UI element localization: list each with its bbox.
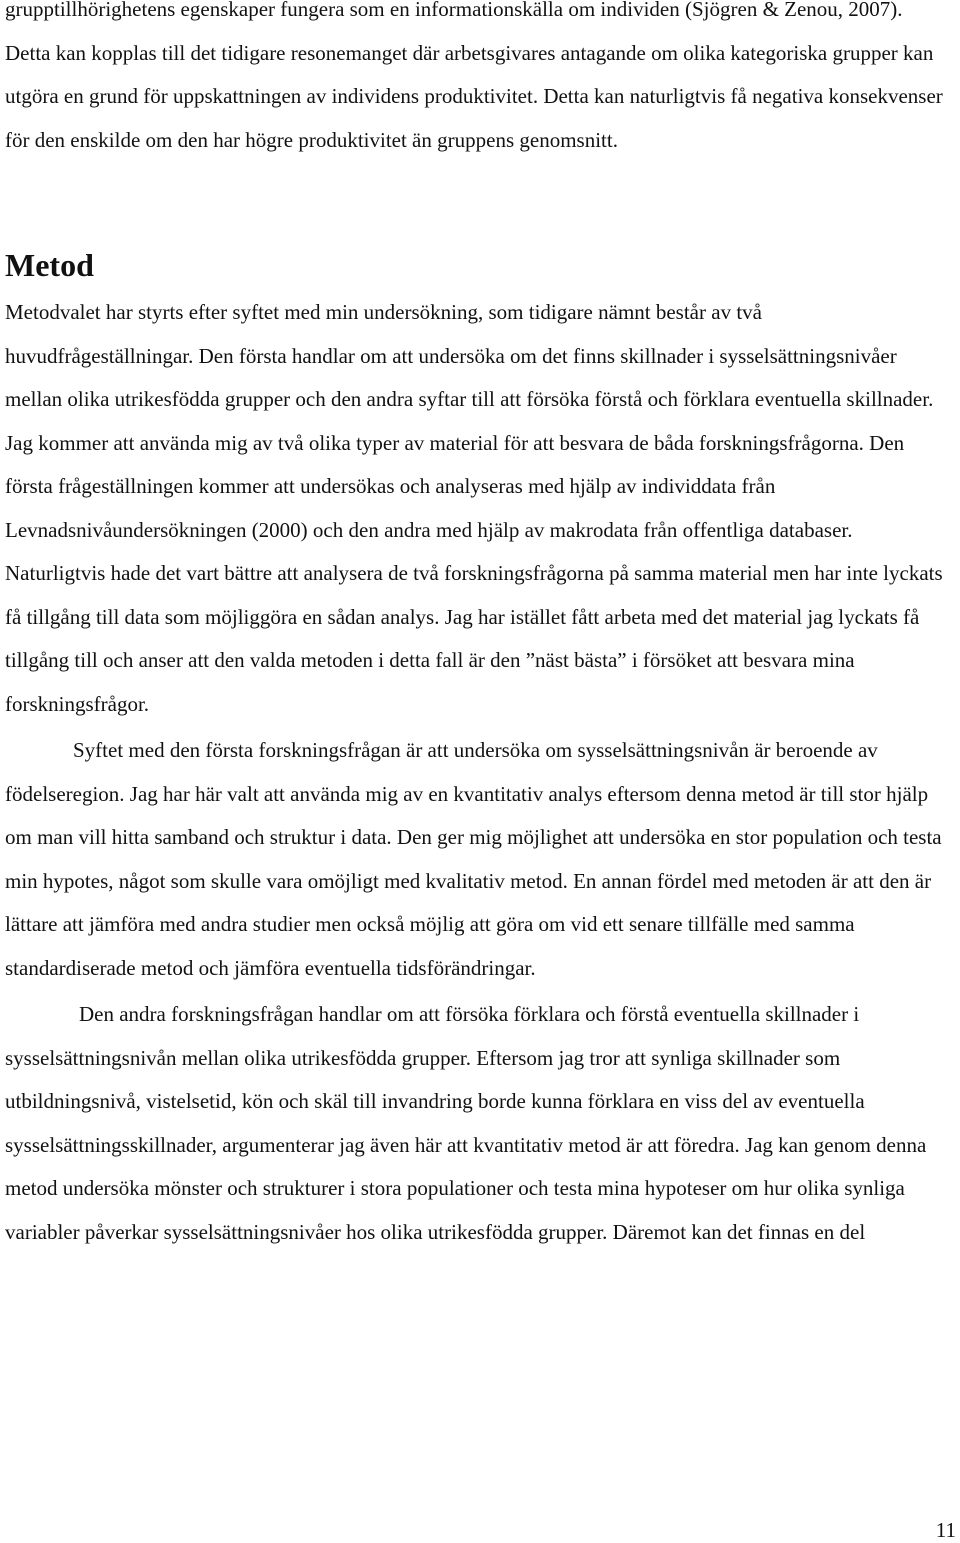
paragraph-first-question: Syftet med den första forskningsfrågan är att undersöka om sysselsättningsnivån är beroende av födelseregion. Jag har här valt att använda mig av en kvantitativ analys eftersom denna metod är till stor hjälp om man vill hitta samband och struktur i data. Den ger mig möjlighet att undersöka en stor population och testa min hypotes, något som skulle vara omöjligt med kvalitativ metod. En annan fördel med metoden är att den är lättare att jämföra med andra studier men också möjlig att göra om vid ett senare tillfälle med samma standardiserade metod och jämföra eventuella tidsförändringar.: [5, 738, 942, 980]
section-heading-metod: Metod: [5, 247, 94, 283]
paragraph-second-question: Den andra forskningsfrågan handlar om att försöka förklara och förstå eventuella skillnader i sysselsättningsnivån mellan olika utrikesfödda grupper. Eftersom jag tror att synliga skillnader som utbildningsnivå, vistelsetid, kön och skäl till invandring borde kunna förklara en viss del av eventuella sysselsättningsskillnader, argumenterar jag även här att kvantitativ metod är att föredra. Jag kan genom denna metod undersöka mönster och strukturer i stora populationer och testa mina hypoteser om hur olika synliga variabler påverkar sysselsättningsnivåer hos olika utrikesfödda grupper. Däremot kan det finnas en del: [5, 1002, 927, 1244]
paragraph-intro: grupptillhörighetens egenskaper fungera som en informationskälla om individen (Sjögren & Zenou, 2007). Detta kan kopplas till det tidigare resonemanget där arbetsgivares antagande om olika kategoriska grupper kan utgöra en grund för uppskattningen av individens produktivitet. Detta kan naturligtvis få negativa konsekvenser för den enskilde om den har högre produktivitet än gruppens genomsnitt.: [5, 0, 943, 152]
paragraph-method-choice: Metodvalet har styrts efter syftet med min undersökning, som tidigare nämnt består av två huvudfrågeställningar. Den första handlar om att undersöka om det finns skillnader i sysselsättningsnivåer mellan olika utrikesfödda grupper och den andra syftar till att försöka förstå och förklara eventuella skillnader.: [5, 300, 934, 411]
paragraph-limitations: Naturligtvis hade det vart bättre att analysera de två forskningsfrågorna på samma material men har inte lyckats få tillgång till data som möjliggöra en sådan analys. Jag har istället fått arbeta med det material jag lyckats få tillgång till och anser att den valda metoden i detta fall är den ”näst bästa” i försöket att besvara mina forskningsfrågor.: [5, 561, 943, 716]
paragraph-materials: Jag kommer att använda mig av två olika typer av material för att besvara de båda forskningsfrågorna. Den första frågeställningen kommer att undersökas och analyseras med hjälp av individdata från Levnadsnivåundersökningen (2000) och den andra med hjälp av makrodata från offentliga databaser.: [5, 430, 905, 542]
page-number: 11: [935, 1518, 956, 1542]
document-page: [5, 0, 950, 1254]
